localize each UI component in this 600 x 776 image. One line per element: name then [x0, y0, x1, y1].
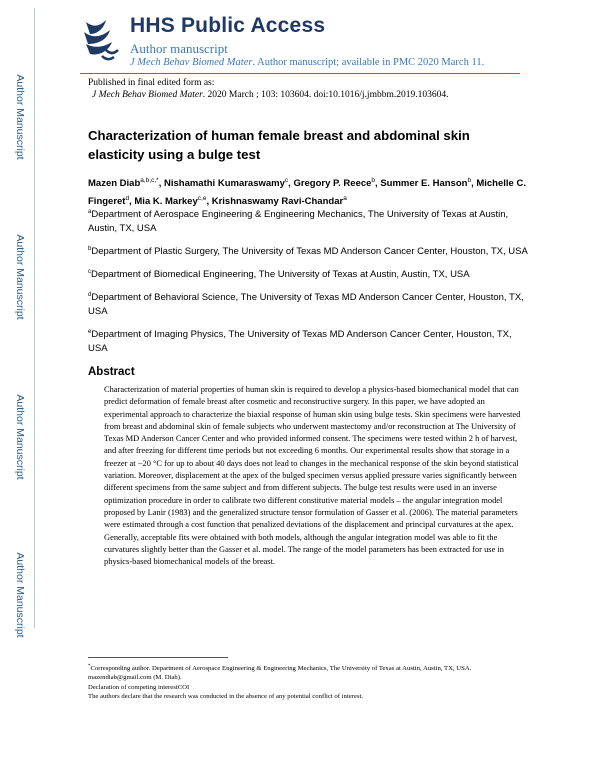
footnotes — [88, 662, 528, 702]
affiliation-item: $^d$Department of Behavioral Science, The University of Texas MD Anderson Cancer Center, Houston, TX, USA — [88, 292, 524, 317]
side-label-author-manuscript: Author Manuscript — [14, 394, 26, 480]
citation: J Mech Behav Biomed Mater. 2020 March ; 103: 103604. doi:10.1016/j.jmbbm.2019.103604. — [92, 90, 449, 100]
affiliation-item: $^c$Department of Biomedical Engineering, The University of Texas at Austin, Austin, TX, USA — [88, 269, 470, 280]
journal-availability-line: J Mech Behav Biomed Mater. Author manuscript; available in PMC 2020 March 11. — [130, 57, 485, 68]
affiliation-list — [88, 205, 528, 362]
author-name: Krishnaswamy Ravi-Chandar$^a$ — [211, 195, 347, 207]
published-citation — [88, 77, 448, 101]
declaration-heading: Declaration of competing interestCOI — [88, 683, 190, 691]
author-list — [88, 173, 528, 209]
hhs-public-access-title: HHS Public Access — [130, 14, 326, 37]
author-name: Gregory P. Reece$^b$, — [293, 177, 381, 189]
declaration-text: The authors declare that the research was conducted in the absence of any potential conflict of interest. — [88, 693, 364, 701]
side-label-author-manuscript: Author Manuscript — [14, 234, 26, 320]
affiliation-item: $^e$Department of Imaging Physics, The University of Texas MD Anderson Cancer Center, Houston, TX, USA — [88, 329, 512, 354]
author-name: Mazen Diab$^{a,b,c,*}$, — [88, 177, 164, 189]
published-label: Published in final edited form as: — [88, 78, 215, 88]
corresponding-author-note: *Corresponding author. Department of Aerospace Engineering & Engineering Mechanics, The University of Texas at Austin, Austin, TX, USA. mazendiab@gmail.com (M. Diab). — [88, 664, 472, 682]
author-name: Mia K. Markey$^{c,e}$, — [134, 195, 212, 207]
affiliation-item: $^a$Department of Aerospace Engineering & Engineering Mechanics, The University of Texas at Austin, Austin, TX, USA — [88, 209, 509, 234]
abstract-heading: Abstract — [88, 366, 135, 378]
author-name: Michelle C. Fingeret$^d$, — [88, 178, 526, 207]
abstract-text: Characterization of material properties of human skin is required to develop a physics-based biomechanical model that can predict deformation of female breast after cosmetic and reconstructive surgery. In this paper, we have adopted an experimental approach to characterize the biaxial response of human skin using bulge tests. Skin specimens were harvested from breast and abdominal skin of female subjects who underwent mastectomy and/or reconstruction at The University of Texas MD Anderson Cancer Center and who provided informed consent. The specimens were tested within 2 h of harvest, and after freezing for different time periods but not exceeding 6 months. Our experimental results show that storage in a freezer at −20 °C for up to about 40 days does not lead to changes in the mechanical response of the skin beyond statistical variation. Moreover, displacement at the apex of the bulged specimen versus applied pressure varies significantly between different specimens from the same subject and from different subjects. The bulge test results were used in an inverse optimization procedure in order to calibrate two different constitutive material models – the angular integration model proposed by Lanir (1983) and the generalized structure tensor formulation of Gasser et al. (2006). The material parameters were estimated through a cost function that penalized deviations of the displacement and principal curvatures at the apex. Generally, acceptable fits were obtained with both models, although the angular integration model was able to fit the curvatures slightly better than the Gasser et al. model. The range of the model parameters has been extracted for use in physics-based biomechanical models of the breast. — [104, 384, 521, 567]
margin-rule — [34, 8, 35, 628]
side-label-author-manuscript: Author Manuscript — [14, 74, 26, 160]
author-name: Summer E. Hanson$^b$, — [380, 177, 477, 189]
author-name: Nishamathi Kumaraswamy$^c$, — [163, 177, 294, 189]
hhs-eagle-logo-icon — [80, 14, 120, 62]
author-manuscript-subtitle: Author manuscript — [130, 41, 228, 56]
side-label-author-manuscript: Author Manuscript — [14, 552, 26, 638]
header-divider — [80, 73, 520, 74]
paper-title: Characterization of human female breast and abdominal skin elasticity using a bulge test — [88, 128, 470, 162]
footnote-divider — [88, 657, 228, 658]
affiliation-item: $^b$Department of Plastic Surgery, The University of Texas MD Anderson Cancer Center, Houston, TX, USA — [88, 246, 528, 257]
